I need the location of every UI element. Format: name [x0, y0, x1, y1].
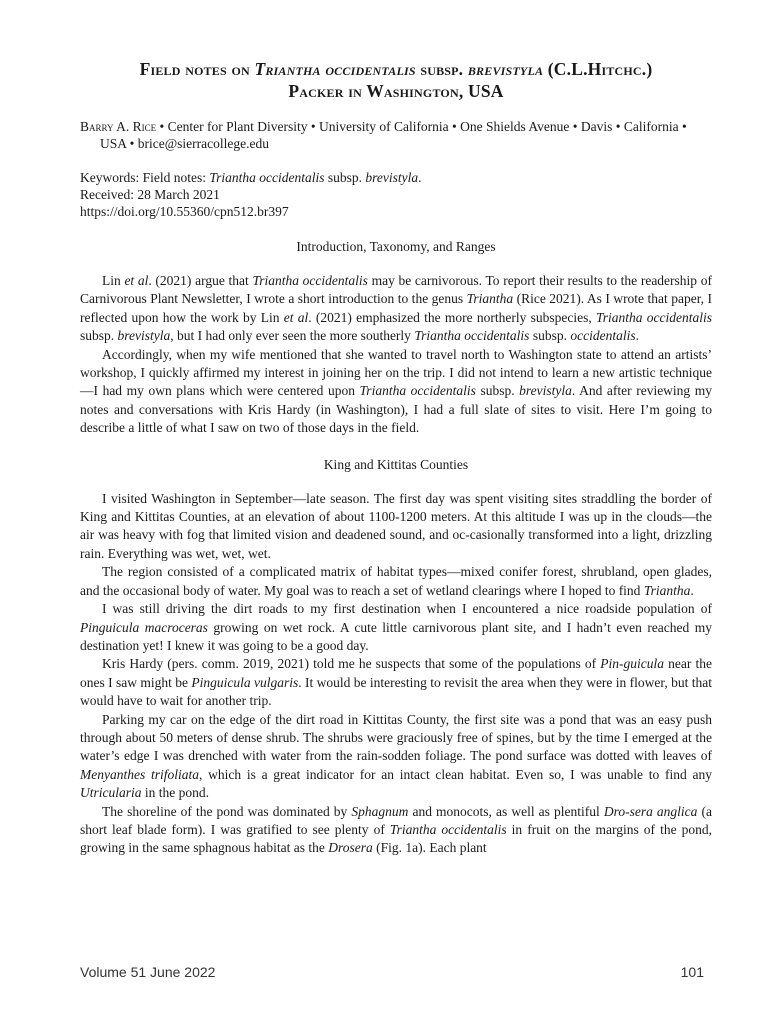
doi-link[interactable]: https://doi.org/10.55360/cpn512.br397 — [80, 204, 289, 219]
body-paragraph: Kris Hardy (pers. comm. 2019, 2021) told me he suspects that some of the populations of Pin-guicula near the ones I saw might be Pinguicula vulgaris. It would be interesting to revisit the area when they were in flower, but that would have to wait for another trip. — [80, 656, 712, 709]
page-number: 101 — [680, 964, 704, 980]
body-paragraph: The region consisted of a complicated matrix of habitat types—mixed conifer forest, shrubland, open glades, and the occasional body of water. My goal was to reach a set of wetland clearings where I hoped to find Triantha. — [80, 564, 712, 598]
title-mid: subsp. — [415, 59, 468, 79]
received-date: Received: 28 March 2021 — [80, 187, 220, 202]
author-block — [80, 118, 712, 152]
keywords-end: . — [418, 170, 422, 185]
article-title — [80, 58, 712, 102]
title-line2: Packer in Washington, USA — [288, 81, 504, 101]
keywords-subspecies: brevistyla — [365, 170, 419, 185]
body-paragraph: Lin et al. (2021) argue that Triantha occidentalis may be carnivorous. To report their results to the readership of Carnivorous Plant Newsletter, I wrote a short introduction to the genus Triantha (Rice 2021). As I wrote that paper, I reflected upon how the work by Lin et al. (2021) emphasized the more northerly subspecies, Triantha occidentalis subsp. brevistyla, but I had only ever seen the more southerly Triantha occidentalis subsp. occidentalis. — [80, 273, 712, 344]
title-taxon: Triantha occidentalis — [254, 59, 416, 79]
volume-info: Volume 51 June 2022 — [80, 964, 216, 980]
section-heading: Introduction, Taxonomy, and Ranges — [296, 239, 496, 254]
title-authority: (C.L.Hitchc.) — [543, 59, 653, 79]
keywords-mid: subsp. — [324, 170, 366, 185]
keywords-label: Keywords: Field notes: — [80, 170, 210, 185]
article-body — [80, 238, 712, 858]
body-paragraph: Parking my car on the edge of the dirt road in Kittitas County, the first site was a pond that was an easy push through about 50 meters of dense shrub. The shrubs were graciously free of spines, but by the time I emerged at the water’s edge I was drenched with water from the rain-sodden foliage. The pond surface was dotted with leaves of Menyanthes trifoliata, which is a great indicator for an intact clean habitat. Even so, I was unable to find any Utricularia in the pond. — [80, 711, 713, 801]
keywords-taxon: Triantha occidentalis — [209, 170, 325, 185]
title-subspecies: brevistyla — [467, 59, 544, 79]
section-heading: King and Kittitas Counties — [323, 456, 469, 472]
body-paragraph: Accordingly, when my wife mentioned that she wanted to travel north to Washington state to attend an artists’ workshop, I quickly affirmed my interest in joining her on the trip. I did not intend to learn a new artistic technique—I had my own plans which were centered upon Triantha occidentalis subsp. brevistyla. And after reviewing my notes and conversations with Kris Hardy (in Washington), I had a full slate of sites to visit. Here I’m going to describe a little of what I saw on two of those days in the field. — [80, 346, 713, 436]
keywords — [80, 169, 712, 186]
body-paragraph: The shoreline of the pond was dominated by Sphagnum and monocots, as well as plentiful Dro-sera anglica (a short leaf blade form). I was gratified to see plenty of Triantha occidentalis in fruit on the margins of the pond, growing in the same sphagnous habitat as the Drosera (Fig. 1a). Each plant — [80, 803, 712, 856]
body-paragraph: I was still driving the dirt roads to my first destination when I encountered a nice roadside population of Pinguicula macroceras growing on wet rock. A cute little carnivorous plant site, and I hadn’t even reached my destination yet! I knew it was going to be a good day. — [80, 601, 712, 653]
author-name: Barry A. Rice — [80, 119, 157, 134]
author-affiliation: • Center for Plant Diversity • University of California • One Shields Avenue • Davis • California • USA • brice@sierracollege.edu — [100, 119, 687, 151]
body-paragraph: I visited Washington in September—late season. The first day was spent visiting sites straddling the border of King and Kittitas Counties, at an elevation of about 1100-1200 meters. At this altitude I was up in the clouds—the air was heavy with fog that limited vision and deadened sound, and oc-casionally transformed into a light, drizzling rain. Everything was wet, wet, wet. — [80, 490, 712, 561]
title-prefix: Field notes on — [139, 59, 255, 79]
article — [80, 58, 712, 858]
article-metadata — [80, 169, 712, 220]
